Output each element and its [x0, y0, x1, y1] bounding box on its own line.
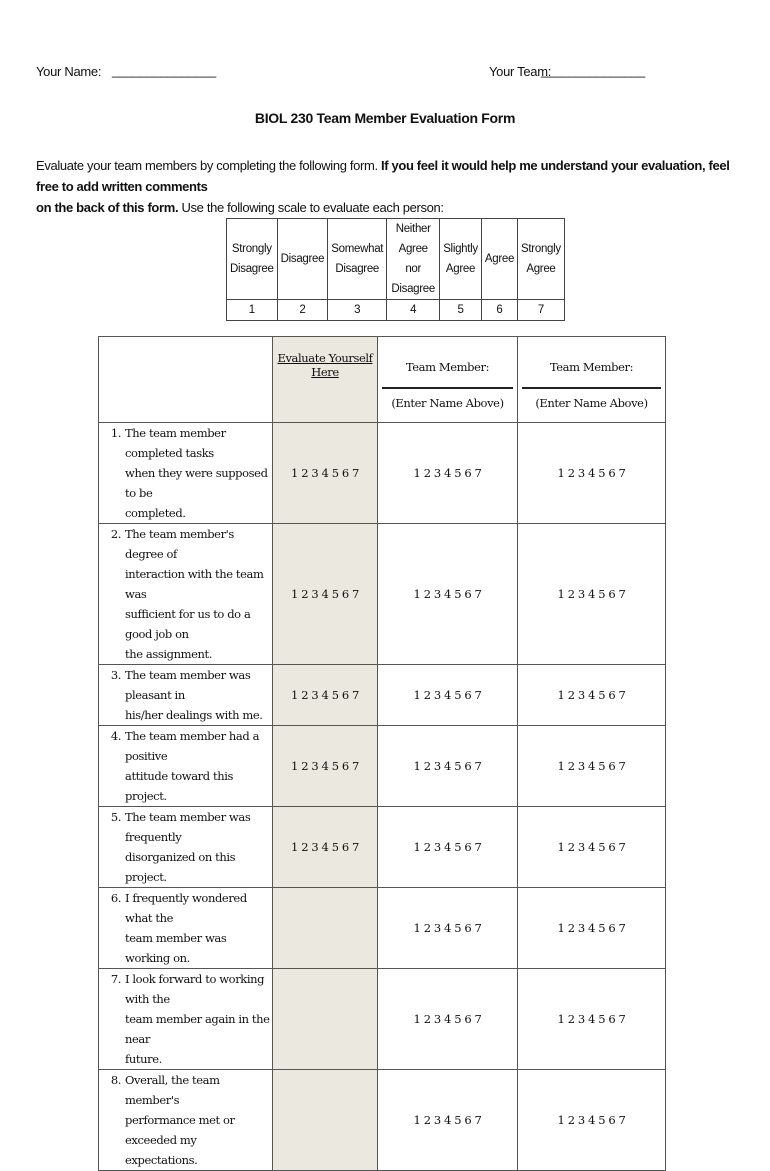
evaluation-row	[99, 726, 666, 807]
self-score-cell[interactable]: 1 2 3 4 5 6 7	[273, 726, 378, 807]
item-cell	[99, 969, 273, 1070]
item-text-line: The team member was frequently	[125, 810, 251, 844]
item-text-line: I frequently wondered what the	[125, 891, 247, 925]
self-score-cell	[273, 969, 378, 1070]
instructions	[36, 155, 736, 218]
item-text-line: The team member completed tasks	[125, 426, 226, 460]
member1-header-cell	[378, 337, 518, 423]
item-cell	[99, 1070, 273, 1171]
member2-score-cell[interactable]: 1 2 3 4 5 6 7	[518, 807, 666, 888]
self-score-cell[interactable]: 1 2 3 4 5 6 7	[273, 665, 378, 726]
item-text	[125, 423, 272, 523]
instructions-bold-1: If you feel it would help me understand your evaluation, feel free to add written comments	[36, 158, 730, 194]
item-text-line: disorganized on this project.	[125, 850, 236, 884]
member2-header: Team Member:	[549, 360, 634, 374]
item-text	[125, 524, 272, 664]
item-text-line: The team member's degree of	[125, 527, 234, 561]
scale-label-7: Strongly Agree	[518, 219, 565, 300]
item-number: 4.	[110, 729, 121, 743]
item-number: 5.	[110, 810, 121, 824]
item-cell	[99, 888, 273, 969]
item-text-line: future.	[125, 1052, 162, 1066]
item-text-line: The team member had a positive	[125, 729, 260, 763]
header-empty-cell	[99, 337, 273, 423]
member1-score-cell[interactable]: 1 2 3 4 5 6 7	[378, 524, 518, 665]
item-number: 1.	[110, 426, 121, 440]
scale-number-3: 3	[328, 300, 387, 321]
scale-number-5: 5	[440, 300, 482, 321]
member2-score-cell[interactable]: 1 2 3 4 5 6 7	[518, 726, 666, 807]
item-number: 6.	[110, 891, 121, 905]
member2-score-cell[interactable]: 1 2 3 4 5 6 7	[518, 888, 666, 969]
item-text-line: team member again in the near	[125, 1012, 270, 1046]
evaluation-row	[99, 524, 666, 665]
evaluation-row	[99, 888, 666, 969]
item-text-line: sufficient for us to do a good job on	[125, 607, 251, 641]
item-cell	[99, 423, 273, 524]
scale-label-5: Slightly Agree	[440, 219, 482, 300]
evaluation-row	[99, 807, 666, 888]
member2-header-cell	[518, 337, 666, 423]
scale-label-1: Strongly Disagree	[227, 219, 278, 300]
item-text-line: when they were supposed to be	[125, 466, 268, 500]
member1-score-cell[interactable]: 1 2 3 4 5 6 7	[378, 1070, 518, 1171]
item-number: 3.	[110, 668, 121, 682]
your-name-field[interactable]: _______________	[112, 63, 216, 78]
item-text	[125, 969, 272, 1069]
instructions-bold-2: on the back of this form.	[36, 200, 179, 215]
item-text	[125, 888, 272, 968]
member1-score-cell[interactable]: 1 2 3 4 5 6 7	[378, 665, 518, 726]
item-number: 8.	[110, 1073, 121, 1087]
self-score-cell[interactable]: 1 2 3 4 5 6 7	[273, 807, 378, 888]
instructions-plain-2: Use the following scale to evaluate each person:	[181, 200, 444, 215]
evaluation-row	[99, 969, 666, 1070]
rating-scale-table	[226, 218, 565, 321]
member2-enter-name: (Enter Name Above)	[535, 396, 648, 410]
scale-label-3: Somewhat Disagree	[328, 219, 387, 300]
item-text-line: Overall, the team member's	[125, 1073, 220, 1107]
item-text	[125, 665, 272, 725]
self-score-cell	[273, 888, 378, 969]
item-cell	[99, 665, 273, 726]
item-cell	[99, 726, 273, 807]
item-number: 7.	[110, 972, 121, 986]
item-cell	[99, 807, 273, 888]
item-text-line: the assignment.	[125, 647, 212, 661]
member1-score-cell[interactable]: 1 2 3 4 5 6 7	[378, 726, 518, 807]
item-cell	[99, 524, 273, 665]
your-team-label: Your Team:	[489, 64, 552, 79]
scale-number-4: 4	[387, 300, 440, 321]
member2-name-line[interactable]	[522, 377, 661, 389]
item-text-line: attitude toward this project.	[125, 769, 233, 803]
your-team-field[interactable]: _______________	[541, 63, 645, 78]
form-title: BIOL 230 Team Member Evaluation Form	[254, 110, 516, 126]
evaluation-row	[99, 1070, 666, 1171]
self-header-cell	[273, 337, 378, 423]
member2-score-cell[interactable]: 1 2 3 4 5 6 7	[518, 969, 666, 1070]
scale-number-6: 6	[481, 300, 517, 321]
evaluation-table	[98, 336, 666, 1171]
scale-label-2: Disagree	[277, 219, 328, 300]
member1-name-line[interactable]	[382, 377, 513, 389]
item-text-line: expectations.	[125, 1153, 198, 1167]
member1-score-cell[interactable]: 1 2 3 4 5 6 7	[378, 888, 518, 969]
item-text	[125, 1070, 272, 1170]
item-text-line: The team member was pleasant in	[125, 668, 251, 702]
scale-number-7: 7	[518, 300, 565, 321]
scale-label-4: Neither Agree nor Disagree	[387, 219, 440, 300]
member2-score-cell[interactable]: 1 2 3 4 5 6 7	[518, 665, 666, 726]
scale-number-2: 2	[277, 300, 328, 321]
member1-score-cell[interactable]: 1 2 3 4 5 6 7	[378, 969, 518, 1070]
scale-number-1: 1	[227, 300, 278, 321]
self-score-cell[interactable]: 1 2 3 4 5 6 7	[273, 423, 378, 524]
item-text-line: team member was working on.	[125, 931, 227, 965]
self-header: Evaluate Yourself Here	[277, 351, 373, 379]
member2-score-cell[interactable]: 1 2 3 4 5 6 7	[518, 423, 666, 524]
your-name-label: Your Name:	[36, 64, 102, 79]
evaluation-row	[99, 423, 666, 524]
scale-label-6: Agree	[481, 219, 517, 300]
item-text-line: his/her dealings with me.	[125, 708, 263, 722]
member2-score-cell[interactable]: 1 2 3 4 5 6 7	[518, 524, 666, 665]
item-text-line: I look forward to working with the	[125, 972, 265, 1006]
self-score-cell[interactable]: 1 2 3 4 5 6 7	[273, 524, 378, 665]
member1-header: Team Member:	[405, 360, 490, 374]
member1-score-cell[interactable]: 1 2 3 4 5 6 7	[378, 807, 518, 888]
item-text-line: completed.	[125, 506, 186, 520]
item-text	[125, 807, 272, 887]
item-text-line: performance met or exceeded my	[125, 1113, 235, 1147]
item-number: 2.	[110, 527, 121, 541]
self-score-cell	[273, 1070, 378, 1171]
instructions-plain-1: Evaluate your team members by completing the following form.	[36, 158, 378, 173]
item-text	[125, 726, 272, 806]
member1-score-cell[interactable]: 1 2 3 4 5 6 7	[378, 423, 518, 524]
evaluation-row	[99, 665, 666, 726]
member2-score-cell[interactable]: 1 2 3 4 5 6 7	[518, 1070, 666, 1171]
member1-enter-name: (Enter Name Above)	[391, 396, 504, 410]
item-text-line: interaction with the team was	[125, 567, 264, 601]
